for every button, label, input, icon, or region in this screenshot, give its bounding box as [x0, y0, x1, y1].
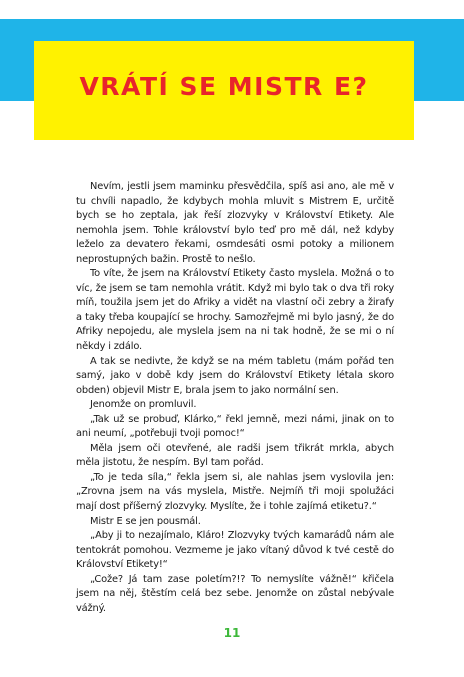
- paragraph: „Aby ji to nezajímalo, Kláro! Zlozvyky tvých kamarádů nám ale tentokrát pomohou. Vezmeme je jako vítaný důvod k tvé cestě do Království Etikety!“: [76, 530, 394, 571]
- body-text: [76, 180, 394, 616]
- paragraph: „Tak už se probuď, Klárko,“ řekl jemně, mezi námi, jinak on to ani neumí, „potřebuji tvoji pomoc!“: [76, 413, 394, 440]
- paragraph: „To je teda síla,“ řekla jsem si, ale nahlas jsem vyslovila jen: „Zrovna jsem na vás myslela, Mistře. Nejmíň tři moji spolužáci mají dost příšerný zlozvyky. Myslíte, že i tohle zajímá etiketu?.“: [76, 471, 394, 513]
- paragraph: Nevím, jestli jsem maminku přesvědčila, spíš asi ano, ale mě v tu chvíli napadlo, že kdybych mohla mluvit s Mistrem E, určitě bych se ho zeptala, jak řeší zlozvyky v Království Etikety. Ale nemohla jsem. Tohle království bylo teď pro mě dál, než kdyby leželo za devatero řekami, osmdesáti osmi potoky a milionem neprostupných bažin. Prostě to nešlo.: [76, 181, 394, 265]
- paragraph: „Cože? Já tam zase poletím?!? To nemyslíte vážně!“ křičela jsem na něj, štěstím celá bez sebe. Jenomže on zůstal nebývale vážný.: [76, 573, 394, 614]
- paragraph: A tak se nedivte, že když se na mém tabletu (mám pořád ten samý, jako v době kdy jsem do Království Etikety létala skoro obden) objevil Mistr E, brala jsem to jako normální sen.: [76, 355, 394, 396]
- paragraph: Měla jsem oči otevřené, ale radši jsem třikrát mrkla, abych měla jistotu, že nespím. Byl tam pořád.: [76, 442, 394, 469]
- chapter-title: VRÁTÍ SE MISTR E?: [79, 72, 369, 101]
- paragraph: Jenomže on promluvil.: [90, 399, 197, 411]
- paragraph: Mistr E se jen pousmál.: [90, 515, 201, 527]
- paragraph: To víte, že jsem na Království Etikety často myslela. Možná o to víc, že jsem se tam nemohla vrátit. Když mi bylo tak o dva tři roky míň, toužila jsem jet do Afriky a vidět na vlastní oči zebry a žirafy a taky třeba koupající se hrochy. Samozřejmě mi bylo jasný, že do Afriky nepojedu, ale myslela jsem na ni tak hodně, že se mi o ní někdy i zdálo.: [76, 268, 394, 353]
- page-number: 11: [223, 626, 241, 640]
